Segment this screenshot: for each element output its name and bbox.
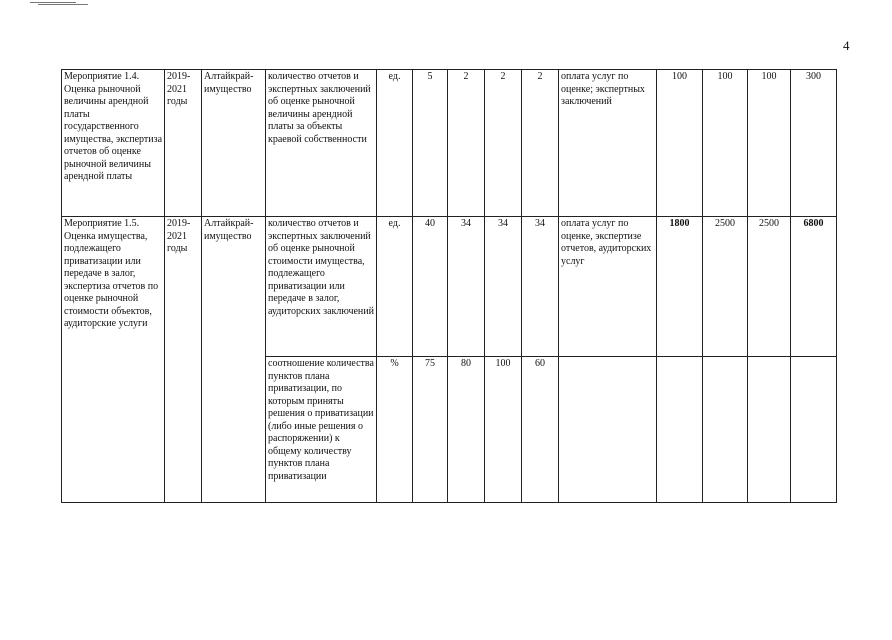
- indicator-value: 40: [413, 217, 448, 357]
- scan-artifact: [30, 2, 90, 5]
- funding-value: 100: [703, 70, 748, 217]
- indicator-value: 60: [522, 357, 559, 503]
- indicator-name: количество отчетов и экспертных заключений об оценке рыночной стоимости имущества, подлежащего приватизации или передаче в залог, аудиторских заключений: [266, 217, 377, 357]
- expense-direction: оплата услуг по оценке, экспертизе отчетов, аудиторских услуг: [559, 217, 657, 357]
- executor: Алтайкрай-имущество: [202, 70, 266, 217]
- unit: %: [377, 357, 413, 503]
- indicator-value: 34: [485, 217, 522, 357]
- funding-value: 2500: [748, 217, 791, 357]
- table-row: [62, 70, 837, 217]
- funding-total: 6800: [791, 217, 837, 357]
- funding-value: 100: [748, 70, 791, 217]
- indicator-name: количество отчетов и экспертных заключений об оценке рыночной величины арендной платы за объекты краевой собственности: [266, 70, 377, 217]
- empty-cell: [748, 357, 791, 503]
- program-table: [61, 69, 837, 503]
- indicator-value: 100: [485, 357, 522, 503]
- indicator-value: 2: [485, 70, 522, 217]
- empty-cell: [657, 357, 703, 503]
- indicator-value: 5: [413, 70, 448, 217]
- indicator-name: соотношение количества пунктов плана приватизации, по которым приняты решения о приватизации (либо иные решения о распоряжении) к общему количеству пунктов плана приватизации: [266, 357, 377, 503]
- funding-total: 300: [791, 70, 837, 217]
- indicator-value: 80: [448, 357, 485, 503]
- unit: ед.: [377, 70, 413, 217]
- executor: Алтайкрай-имущество: [202, 217, 266, 503]
- empty-cell: [791, 357, 837, 503]
- period: 2019-2021 годы: [165, 70, 202, 217]
- empty-cell: [559, 357, 657, 503]
- expense-direction: оплата услуг по оценке; экспертных заключений: [559, 70, 657, 217]
- unit: ед.: [377, 217, 413, 357]
- funding-value: 2500: [703, 217, 748, 357]
- event-name: Мероприятие 1.4. Оценка рыночной величины арендной платы государственного имущества, экспертиза отчетов об оценке рыночной величины арендной платы: [62, 70, 165, 217]
- period: 2019-2021 годы: [165, 217, 202, 503]
- funding-value: 1800: [657, 217, 703, 357]
- table-row: [62, 217, 837, 357]
- indicator-value: 34: [448, 217, 485, 357]
- indicator-value: 75: [413, 357, 448, 503]
- event-name: Мероприятие 1.5. Оценка имущества, подлежащего приватизации или передаче в залог, экспертиза отчетов по оценке рыночной стоимости объектов, аудиторские услуги: [62, 217, 165, 503]
- indicator-value: 2: [448, 70, 485, 217]
- empty-cell: [703, 357, 748, 503]
- indicator-value: 34: [522, 217, 559, 357]
- funding-value: 100: [657, 70, 703, 217]
- page-number: 4: [843, 38, 850, 53]
- indicator-value: 2: [522, 70, 559, 217]
